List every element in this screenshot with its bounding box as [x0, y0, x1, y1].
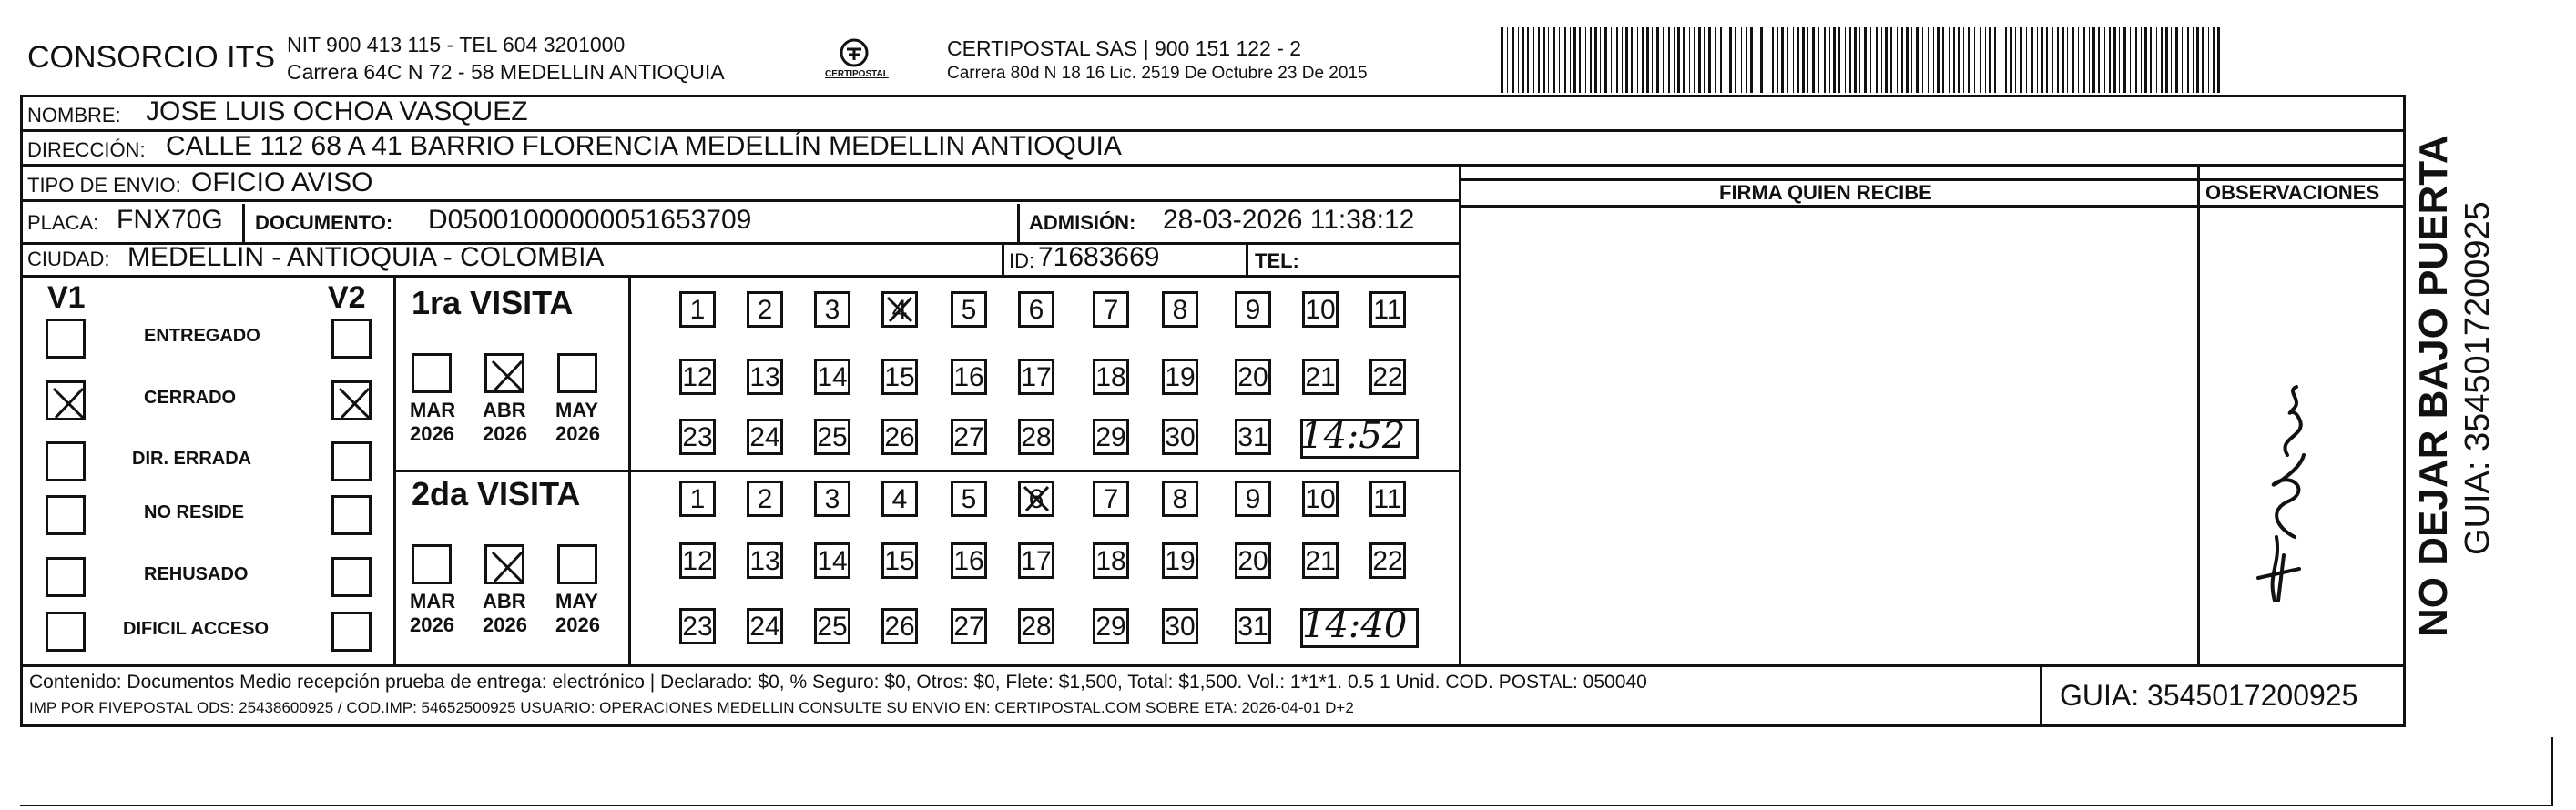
barcode: [1501, 27, 2225, 93]
day-checkbox[interactable]: 22: [1369, 359, 1406, 395]
barcode-bar: [1720, 27, 1722, 93]
second-time-handwritten: 14:40: [1302, 604, 1408, 646]
barcode-bar: [1604, 27, 1607, 93]
barcode-bar: [1922, 27, 1923, 93]
status-label: DIFICIL ACCESO: [123, 619, 270, 639]
day-checkbox[interactable]: 9: [1235, 481, 1271, 517]
barcode-bar: [1594, 27, 1597, 93]
barcode-bar: [2123, 27, 2126, 93]
barcode-bar: [1928, 27, 1929, 93]
barcode-bar: [1631, 27, 1633, 93]
day-checkbox[interactable]: 23: [679, 419, 716, 455]
day-checkbox[interactable]: 10: [1302, 291, 1339, 328]
barcode-bar: [1538, 27, 1540, 93]
barcode-bar: [1994, 27, 1996, 93]
barcode-bar: [1833, 27, 1836, 93]
day-checkbox[interactable]: 20: [1235, 359, 1271, 395]
barcode-bar: [1787, 27, 1788, 93]
day-checkbox[interactable]: 13: [747, 359, 783, 395]
direccion-value: CALLE 112 68 A 41 BARRIO FLORENCIA MEDELLÍN MEDELLIN ANTIOQUIA: [166, 131, 1122, 161]
day-checkbox[interactable]: 2: [747, 481, 783, 517]
month-checkbox[interactable]: [412, 544, 452, 584]
v2-checkbox[interactable]: [331, 441, 372, 481]
barcode-bar: [1890, 27, 1892, 93]
barcode-bar: [2010, 27, 2012, 93]
tipo-value: OFICIO AVISO: [191, 167, 373, 197]
status-label: REHUSADO: [144, 564, 249, 584]
barcode-bar: [1704, 27, 1705, 93]
day-checkbox[interactable]: 30: [1162, 608, 1198, 644]
id-label: ID:: [1009, 249, 1035, 272]
barcode-bar: [1802, 27, 1805, 93]
day-checkbox[interactable]: 27: [951, 419, 987, 455]
barcode-bar: [1777, 27, 1778, 93]
day-checkbox[interactable]: 11: [1369, 481, 1406, 517]
barcode-bar: [1980, 27, 1981, 93]
barcode-bar: [1674, 27, 1675, 93]
day-checkbox[interactable]: 19: [1162, 542, 1198, 579]
barcode-bar: [2187, 27, 2189, 93]
barcode-bar: [2078, 27, 2079, 93]
month-label: MAR: [410, 399, 456, 421]
barcode-bar: [2193, 27, 2194, 93]
barcode-bar: [1689, 27, 1690, 93]
barcode-bar: [2098, 27, 2100, 93]
day-checkbox[interactable]: 31: [1235, 608, 1271, 644]
direccion-label: DIRECCIÓN:: [27, 138, 146, 161]
firma-header: FIRMA QUIEN RECIBE: [1719, 181, 1932, 204]
barcode-bar: [2109, 27, 2111, 93]
barcode-bar: [1625, 27, 1628, 93]
v1-checkbox[interactable]: [46, 319, 86, 359]
day-checkbox[interactable]: 22: [1369, 542, 1406, 579]
day-checkbox[interactable]: 8: [1162, 481, 1198, 517]
barcode-bar: [2072, 27, 2074, 93]
month-label: ABR: [483, 399, 526, 421]
day-checkbox[interactable]: 26: [881, 608, 918, 644]
barcode-bar: [2161, 27, 2163, 93]
barcode-bar: [1642, 27, 1644, 93]
year-label: 2026: [555, 613, 600, 636]
barcode-bar: [2041, 27, 2043, 93]
day-checkbox[interactable]: 17: [1018, 359, 1054, 395]
first-visit-title: 1ra VISITA: [412, 284, 574, 321]
v1-checkbox[interactable]: [46, 495, 86, 535]
barcode-bar: [1760, 27, 1763, 93]
signature: [2222, 382, 2331, 619]
barcode-bar: [2208, 27, 2209, 93]
admision-value: 28-03-2026 11:38:12: [1163, 205, 1415, 235]
nombre-label: NOMBRE:: [27, 104, 121, 127]
barcode-bar: [2092, 27, 2095, 93]
certipostal-logo: [825, 35, 889, 89]
month-label: MAY: [555, 399, 598, 421]
address-line: Carrera 64C N 72 - 58 MEDELLIN ANTIOQUIA: [287, 60, 725, 84]
observaciones-header: OBSERVACIONES: [2205, 181, 2380, 204]
day-checkbox[interactable]: 3: [814, 291, 850, 328]
v1-checkbox[interactable]: [46, 441, 86, 481]
day-checkbox[interactable]: 8: [1162, 291, 1198, 328]
barcode-bar: [1854, 27, 1857, 93]
barcode-bar: [2062, 27, 2064, 93]
barcode-bar: [1518, 27, 1519, 93]
barcode-bar: [1876, 27, 1878, 93]
barcode-bar: [2135, 27, 2137, 93]
barcode-bar: [2165, 27, 2168, 93]
barcode-bar: [1729, 27, 1732, 93]
status-label: ENTREGADO: [144, 326, 260, 346]
barcode-bar: [2150, 27, 2152, 93]
month-label: MAR: [410, 590, 456, 613]
barcode-bar: [1897, 27, 1898, 93]
day-checkbox[interactable]: 30: [1162, 419, 1198, 455]
year-label: 2026: [483, 422, 527, 445]
day-checkbox[interactable]: 14: [814, 542, 850, 579]
v2-checkbox[interactable]: [331, 612, 372, 652]
v2-checkbox[interactable]: [331, 495, 372, 535]
day-checkbox[interactable]: 26: [881, 419, 918, 455]
documento-value: D05001000000051653709: [428, 205, 752, 235]
year-label: 2026: [410, 613, 454, 636]
barcode-bar: [1715, 27, 1716, 93]
barcode-bar: [1559, 27, 1560, 93]
footer-guia: GUIA: 3545017200925: [2060, 679, 2358, 712]
month-checkbox[interactable]: [557, 353, 597, 393]
v2-checkbox[interactable]: [331, 557, 372, 597]
barcode-bar: [2046, 27, 2048, 93]
barcode-bar: [1859, 27, 1860, 93]
day-checkbox[interactable]: 17: [1018, 542, 1054, 579]
barcode-bar: [1501, 27, 1503, 93]
barcode-bar: [2130, 27, 2131, 93]
day-checkbox[interactable]: 25: [814, 608, 850, 644]
ciudad-value: MEDELLIN - ANTIOQUIA - COLOMBIA: [127, 242, 605, 272]
barcode-bar: [2026, 27, 2027, 93]
documento-label: DOCUMENTO:: [255, 211, 393, 234]
barcode-bar: [1622, 27, 1623, 93]
day-checkbox[interactable]: 1: [679, 481, 716, 517]
day-checkbox[interactable]: [1018, 481, 1054, 517]
month-label: ABR: [483, 590, 526, 613]
company-name: CONSORCIO ITS: [27, 40, 276, 75]
day-checkbox[interactable]: 2: [747, 291, 783, 328]
barcode-bar: [1864, 27, 1867, 93]
month-label: MAY: [555, 590, 598, 613]
barcode-bar: [1507, 27, 1508, 93]
barcode-bar: [1553, 27, 1555, 93]
day-checkbox[interactable]: 13: [747, 542, 783, 579]
barcode-bar: [1818, 27, 1819, 93]
day-checkbox[interactable]: 10: [1302, 481, 1339, 517]
barcode-bar: [1906, 27, 1909, 93]
barcode-bar: [1656, 27, 1659, 93]
barcode-bar: [1746, 27, 1747, 93]
barcode-bar: [1646, 27, 1649, 93]
logo-text: CERTIPOSTAL: [825, 69, 889, 79]
barcode-bar: [1812, 27, 1815, 93]
barcode-bar: [1824, 27, 1826, 93]
barcode-bar: [1807, 27, 1808, 93]
barcode-bar: [1963, 27, 1964, 93]
day-checkbox[interactable]: 7: [1093, 291, 1129, 328]
day-checkbox[interactable]: 28: [1018, 419, 1054, 455]
barcode-bar: [1543, 27, 1545, 93]
barcode-bar: [2141, 27, 2142, 93]
barcode-bar: [1985, 27, 1986, 93]
barcode-bar: [1694, 27, 1695, 93]
day-checkbox[interactable]: 20: [1235, 542, 1271, 579]
barcode-bar: [2182, 27, 2183, 93]
second-visit-title: 2da VISITA: [412, 475, 581, 512]
v1-checkbox[interactable]: [46, 612, 86, 652]
month-checkbox[interactable]: [484, 544, 524, 584]
day-checkbox[interactable]: 21: [1302, 542, 1339, 579]
imp-line: IMP POR FIVEPOSTAL ODS: 25438600925 / COD.IMP: 54652500925 USUARIO: OPERACIONES MEDELLIN CONSULTE SU ENVIO EN: CERTIPOSTAL.COM SOBRE ETA: 2026-04-01 D+2: [29, 699, 1354, 716]
barcode-bar: [1916, 27, 1919, 93]
barcode-bar: [1611, 27, 1612, 93]
v2-checkbox[interactable]: [331, 380, 372, 420]
barcode-bar: [2031, 27, 2033, 93]
barcode-bar: [1974, 27, 1975, 93]
barcode-bar: [2083, 27, 2085, 93]
day-checkbox[interactable]: 7: [1093, 481, 1129, 517]
first-time-handwritten: 14:52: [1300, 415, 1406, 457]
barcode-bar: [2175, 27, 2178, 93]
barcode-bar: [1527, 27, 1529, 93]
barcode-bar: [1901, 27, 1903, 93]
day-checkbox[interactable]: 29: [1093, 608, 1129, 644]
barcode-bar: [1708, 27, 1711, 93]
barcode-bar: [1564, 27, 1566, 93]
day-checkbox[interactable]: 6: [1018, 291, 1054, 328]
barcode-bar: [2119, 27, 2120, 93]
barcode-bar: [2020, 27, 2022, 93]
barcode-bar: [1942, 27, 1944, 93]
tel-label: TEL:: [1255, 249, 1299, 272]
day-checkbox[interactable]: 28: [1018, 608, 1054, 644]
month-checkbox[interactable]: [484, 353, 524, 393]
barcode-bar: [1652, 27, 1653, 93]
barcode-bar: [2113, 27, 2116, 93]
barcode-bar: [2089, 27, 2090, 93]
barcode-bar: [1741, 27, 1742, 93]
day-checkbox[interactable]: 24: [747, 608, 783, 644]
barcode-bar: [1781, 27, 1784, 93]
day-checkbox[interactable]: 18: [1093, 542, 1129, 579]
barcode-bar: [1579, 27, 1581, 93]
barcode-bar: [1637, 27, 1638, 93]
v1-checkbox[interactable]: [46, 380, 86, 420]
barcode-bar: [1698, 27, 1701, 93]
barcode-bar: [1797, 27, 1799, 93]
barcode-bar: [1968, 27, 1970, 93]
v2-checkbox[interactable]: [331, 319, 372, 359]
barcode-bar: [1953, 27, 1955, 93]
barcode-bar: [1735, 27, 1736, 93]
barcode-bar: [1668, 27, 1670, 93]
day-checkbox[interactable]: 24: [747, 419, 783, 455]
barcode-bar: [2057, 27, 2059, 93]
day-number: 4: [891, 295, 908, 325]
barcode-bar: [2156, 27, 2157, 93]
barcode-bar: [1573, 27, 1576, 93]
id-value: 71683669: [1038, 242, 1160, 272]
day-checkbox[interactable]: 4: [881, 481, 918, 517]
barcode-bar: [2104, 27, 2105, 93]
barcode-bar: [1911, 27, 1912, 93]
barcode-bar: [1989, 27, 1991, 93]
v1-label: V1: [47, 280, 86, 315]
barcode-bar: [2037, 27, 2038, 93]
day-checkbox[interactable]: 27: [951, 608, 987, 644]
license-line: Carrera 80d N 18 16 Lic. 2519 De Octubre 23 De 2015: [947, 64, 1368, 83]
barcode-bar: [1663, 27, 1664, 93]
barcode-bar: [1512, 27, 1514, 93]
day-checkbox[interactable]: 29: [1093, 419, 1129, 455]
barcode-bar: [2171, 27, 2172, 93]
day-number: 6: [1028, 484, 1044, 514]
day-checkbox[interactable]: 3: [814, 481, 850, 517]
day-checkbox[interactable]: 12: [679, 542, 716, 579]
v2-label: V2: [328, 280, 366, 315]
barcode-bar: [1885, 27, 1888, 93]
barcode-bar: [1600, 27, 1601, 93]
status-label: CERRADO: [144, 388, 237, 408]
day-checkbox[interactable]: 1: [679, 291, 716, 328]
month-checkbox[interactable]: [557, 544, 597, 584]
placa-label: PLACA:: [27, 211, 99, 234]
day-checkbox[interactable]: 12: [679, 359, 716, 395]
tipo-label: TIPO DE ENVIO:: [27, 174, 181, 197]
nit-line: NIT 900 413 115 - TEL 604 3201000: [287, 33, 626, 56]
day-checkbox[interactable]: 18: [1093, 359, 1129, 395]
placa-value: FNX70G: [117, 205, 223, 235]
day-checkbox[interactable]: 16: [951, 542, 987, 579]
day-checkbox[interactable]: 23: [679, 608, 716, 644]
barcode-bar: [1829, 27, 1830, 93]
day-checkbox[interactable]: 11: [1369, 291, 1406, 328]
barcode-bar: [1933, 27, 1934, 93]
side-guia: GUIA: 3545017200925: [2459, 201, 2497, 555]
barcode-bar: [1590, 27, 1592, 93]
day-checkbox[interactable]: 14: [814, 359, 850, 395]
barcode-bar: [1838, 27, 1840, 93]
day-checkbox[interactable]: 31: [1235, 419, 1271, 455]
year-label: 2026: [410, 422, 454, 445]
barcode-bar: [2015, 27, 2016, 93]
barcode-bar: [1881, 27, 1882, 93]
day-checkbox[interactable]: 5: [951, 481, 987, 517]
barcode-bar: [1949, 27, 1950, 93]
no-dejar-bajo-puerta: NO DEJAR BAJO PUERTA: [2411, 135, 2456, 637]
barcode-bar: [1845, 27, 1846, 93]
v1-checkbox[interactable]: [46, 557, 86, 597]
barcode-bar: [1585, 27, 1586, 93]
day-checkbox[interactable]: 15: [881, 542, 918, 579]
barcode-bar: [1937, 27, 1940, 93]
barcode-bar: [1570, 27, 1571, 93]
barcode-bar: [1522, 27, 1524, 93]
status-label: NO RESIDE: [144, 502, 245, 522]
barcode-bar: [1849, 27, 1851, 93]
nombre-value: JOSE LUIS OCHOA VASQUEZ: [146, 96, 528, 127]
day-checkbox[interactable]: 9: [1235, 291, 1271, 328]
barcode-bar: [1793, 27, 1794, 93]
barcode-bar: [2005, 27, 2007, 93]
admision-label: ADMISIÓN:: [1029, 211, 1136, 234]
month-checkbox[interactable]: [412, 353, 452, 393]
barcode-bar: [1677, 27, 1680, 93]
day-checkbox[interactable]: 15: [881, 359, 918, 395]
day-checkbox[interactable]: [881, 291, 918, 328]
carrier-line: CERTIPOSTAL SAS | 900 151 122 - 2: [947, 36, 1302, 60]
barcode-bar: [1772, 27, 1774, 93]
day-checkbox[interactable]: 5: [951, 291, 987, 328]
barcode-bar: [1870, 27, 1871, 93]
year-label: 2026: [555, 422, 600, 445]
barcode-bar: [1683, 27, 1685, 93]
day-checkbox[interactable]: 25: [814, 419, 850, 455]
barcode-bar: [2202, 27, 2204, 93]
barcode-bar: [2213, 27, 2215, 93]
barcode-bar: [2144, 27, 2147, 93]
main-form: [20, 95, 2406, 727]
barcode-bar: [2196, 27, 2199, 93]
contenido-line: Contenido: Documentos Medio recepción prueba de entrega: electrónico | Declarado: $0, % Seguro: $0, Otros: $0, Flete: $1,500, Total: $1,500. Vol.: 1*1*1. 0.5 1 Unid. COD. POSTAL: 050040: [29, 672, 1647, 693]
barcode-bar: [2052, 27, 2053, 93]
barcode-bar: [1958, 27, 1960, 93]
ciudad-label: CIUDAD:: [27, 248, 110, 270]
barcode-bar: [2217, 27, 2220, 93]
barcode-bar: [1533, 27, 1534, 93]
barcode-bar: [1616, 27, 1618, 93]
barcode-bar: [1750, 27, 1753, 93]
barcode-bar: [1548, 27, 1549, 93]
barcode-bar: [2067, 27, 2068, 93]
day-checkbox[interactable]: 21: [1302, 359, 1339, 395]
status-label: DIR. ERRADA: [132, 449, 252, 469]
day-checkbox[interactable]: 19: [1162, 359, 1198, 395]
day-checkbox[interactable]: 16: [951, 359, 987, 395]
year-label: 2026: [483, 613, 527, 636]
